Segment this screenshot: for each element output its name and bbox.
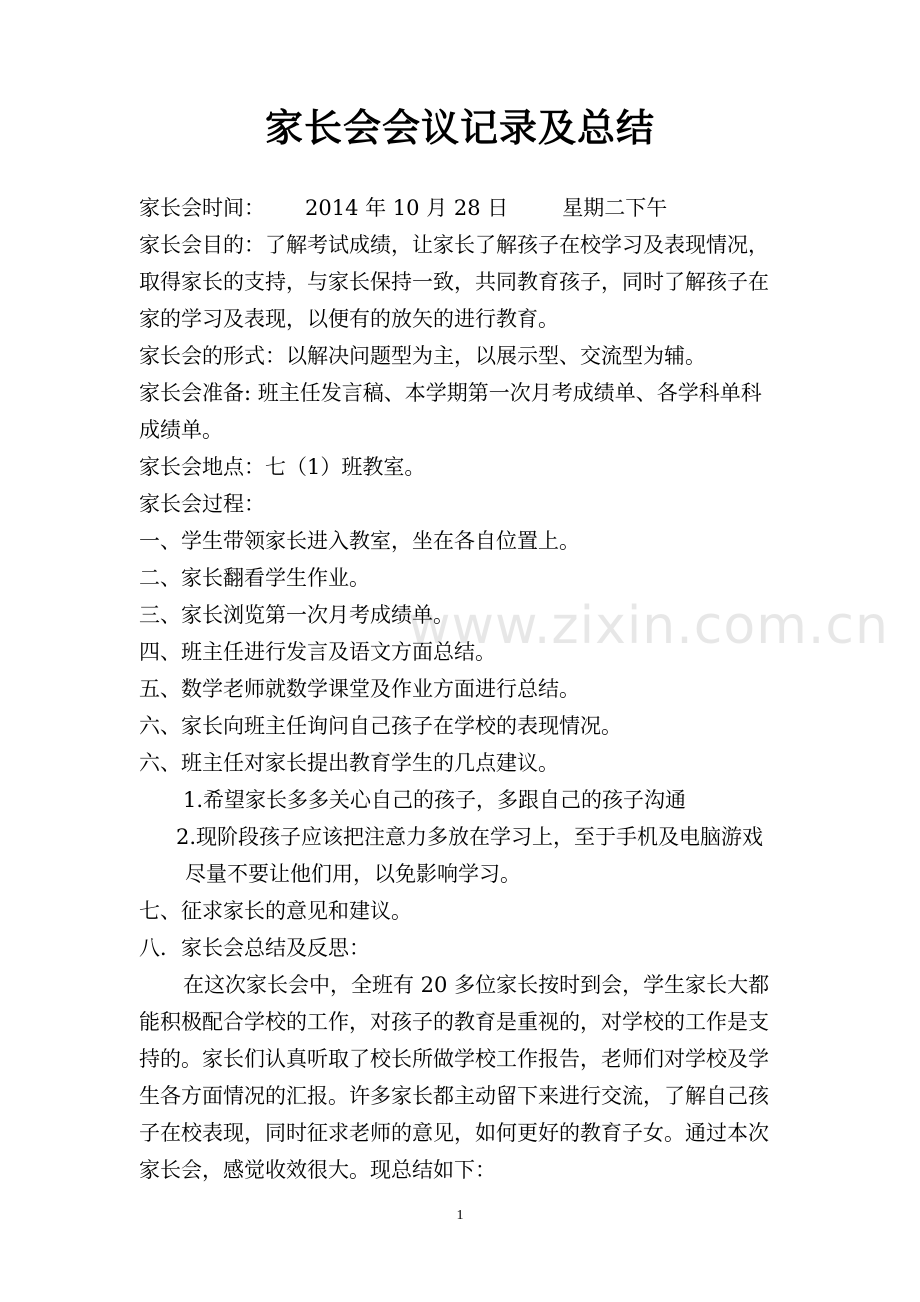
text-line: 家长会地点：七（1）班教室。: [139, 455, 426, 479]
text-line: 家长会准备: 班主任发言稿、本学期第一次月考成绩单、各学科单科: [139, 381, 762, 405]
text-line: 成绩单。: [139, 418, 223, 442]
process-step: 三、家长浏览第一次月考成绩单。: [139, 603, 454, 627]
meeting-weekday: 星期二下午: [562, 196, 668, 220]
process-step: 一、学生带领家长进入教室，坐在各自位置上。: [139, 529, 580, 553]
summary-line: 持的。家长们认真听取了校长所做学校工作报告，老师们对学校及学: [139, 1047, 769, 1071]
suggestion-item: 2.现阶段孩子应该把注意力多放在学习上，至于手机及电脑游戏: [176, 825, 764, 849]
summary-line: 能积极配合学校的工作，对孩子的教育是重视的，对学校的工作是支: [139, 1010, 769, 1034]
document-body: [139, 190, 799, 1189]
suggestion-item-continued: 尽量不要让他们用，以免影响学习。: [185, 862, 521, 886]
text-line: 家长会目的：了解考试成绩，让家长了解孩子在校学习及表现情况，: [139, 233, 769, 257]
meeting-time-label: 家长会时间：: [139, 196, 265, 220]
process-step: 五、数学老师就数学课堂及作业方面进行总结。: [139, 677, 580, 701]
summary-line: 家长会，感觉收效很大。现总结如下：: [139, 1158, 496, 1182]
watermark: www.zixin.com.cn: [408, 596, 889, 656]
process-step: 四、班主任进行发言及语文方面总结。: [139, 640, 496, 664]
text-line: 取得家长的支持，与家长保持一致，共同教育孩子，同时了解孩子在: [139, 270, 769, 294]
process-step: 六、家长向班主任询问自己孩子在学校的表现情况。: [139, 714, 622, 738]
text-line: 家的学习及表现，以便有的放矢的进行教育。: [139, 307, 559, 331]
meeting-time-line: [139, 190, 799, 227]
process-step: 二、家长翻看学生作业。: [139, 566, 370, 590]
process-step: 六、班主任对家长提出教育学生的几点建议。: [139, 751, 559, 775]
summary-line: 子在校表现，同时征求老师的意见，如何更好的教育子女。通过本次: [139, 1121, 769, 1145]
meeting-date: 2014 年 10 月 28 日: [305, 196, 509, 220]
text-line: 家长会过程：: [139, 492, 265, 516]
text-line: 家长会的形式：以解决问题型为主，以展示型、交流型为辅。: [139, 344, 706, 368]
document-title: 家长会会议记录及总结: [264, 105, 655, 150]
process-step: 八．家长会总结及反思：: [139, 936, 370, 960]
suggestion-item: 1.希望家长多多关心自己的孩子，多跟自己的孩子沟通: [183, 788, 687, 812]
page-number: 1: [456, 1208, 464, 1223]
summary-line: 生各方面情况的汇报。许多家长都主动留下来进行交流，了解自己孩: [139, 1084, 769, 1108]
process-step: 七、征求家长的意见和建议。: [139, 899, 412, 923]
summary-line: 在这次家长会中，全班有 20 多位家长按时到会，学生家长大都: [183, 973, 770, 997]
